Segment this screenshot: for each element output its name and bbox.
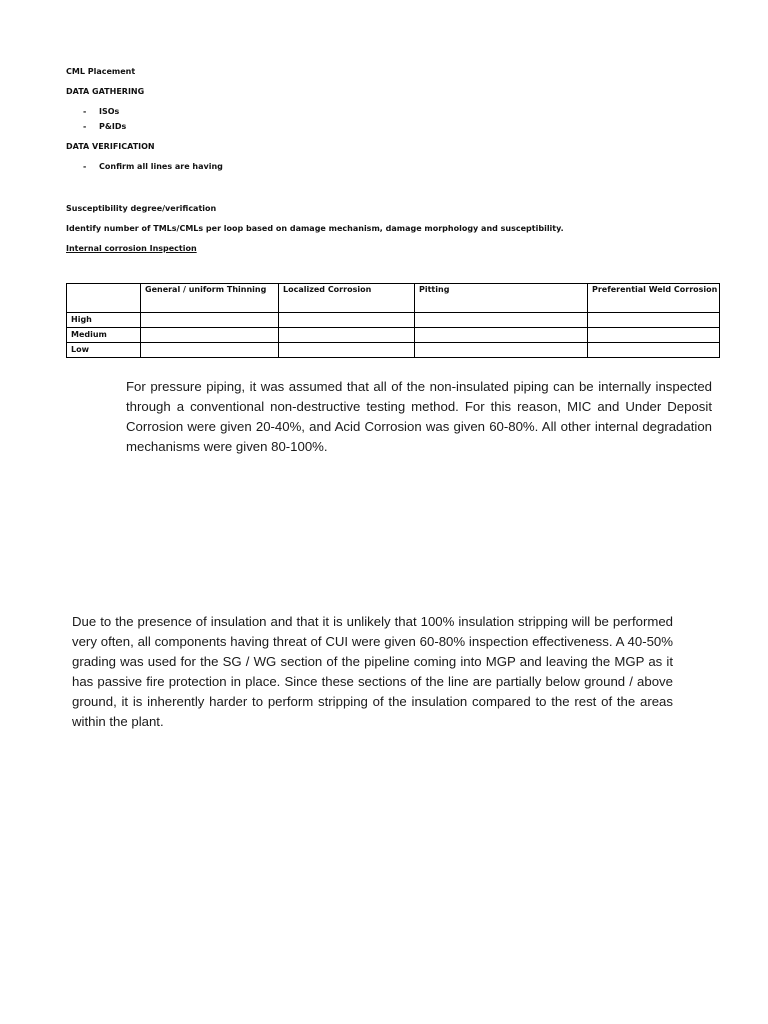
table-cell: [415, 328, 588, 343]
row-label: High: [67, 313, 141, 328]
table-cell: [588, 343, 720, 358]
pressure-piping-paragraph: For pressure piping, it was assumed that all of the non-insulated piping can be internally inspected through a conventional non-destructive testing method. For this reason, MIC and Under Deposit Corrosion were given 20-40%, and Acid Corrosion was given 60-80%. All other internal degradation mechanisms were given 80-100%.: [126, 379, 712, 454]
row-label: Low: [67, 343, 141, 358]
identify-line: Identify number of TMLs/CMLs per loop based on damage mechanism, damage morphology and susceptibility.: [66, 224, 564, 233]
bullet-dash: -: [83, 162, 87, 171]
row-label: Medium: [67, 328, 141, 343]
table-header-cell: Pitting: [415, 284, 588, 313]
table-row: [67, 328, 720, 343]
table-cell: [415, 343, 588, 358]
list-item-confirm-lines: Confirm all lines are having: [99, 162, 223, 171]
inspection-effectiveness-table: [66, 283, 720, 358]
table-header-cell: Preferential Weld Corrosion: [588, 284, 720, 313]
list-item-pids: P&IDs: [99, 122, 127, 131]
bullet-dash: -: [83, 107, 87, 116]
table-header-cell: [67, 284, 141, 313]
table-cell: [279, 313, 415, 328]
table-cell: [141, 343, 279, 358]
table-cell: [588, 313, 720, 328]
data-verification-heading: DATA VERIFICATION: [66, 142, 155, 151]
bullet-dash: -: [83, 122, 87, 131]
insulation-paragraph: Due to the presence of insulation and that it is unlikely that 100% insulation stripping will be performed very often, all components having threat of CUI were given 60-80% inspection effectiveness. A 40-50% grading was used for the SG / WG section of the pipeline coming into MGP and leaving the MGP as it has passive fire protection in place. Since these sections of the line are partially below ground / above ground, it is inherently harder to perform stripping of the insulation compared to the rest of the areas within the plant.: [72, 614, 673, 729]
table-cell: [141, 328, 279, 343]
list-item-isos: ISOs: [99, 107, 120, 116]
table-cell: [279, 343, 415, 358]
cml-placement-heading: CML Placement: [66, 67, 136, 76]
table-cell: [141, 313, 279, 328]
table-header-cell: Localized Corrosion: [279, 284, 415, 313]
table-row: [67, 343, 720, 358]
table-cell: [415, 313, 588, 328]
table-row: [67, 313, 720, 328]
table-header-row: [67, 284, 720, 313]
table-cell: [588, 328, 720, 343]
internal-corrosion-heading: Internal corrosion Inspection: [66, 244, 197, 253]
table-cell: [279, 328, 415, 343]
data-gathering-heading: DATA GATHERING: [66, 87, 145, 96]
table-header-cell: General / uniform Thinning: [141, 284, 279, 313]
susceptibility-heading: Susceptibility degree/verification: [66, 204, 217, 213]
